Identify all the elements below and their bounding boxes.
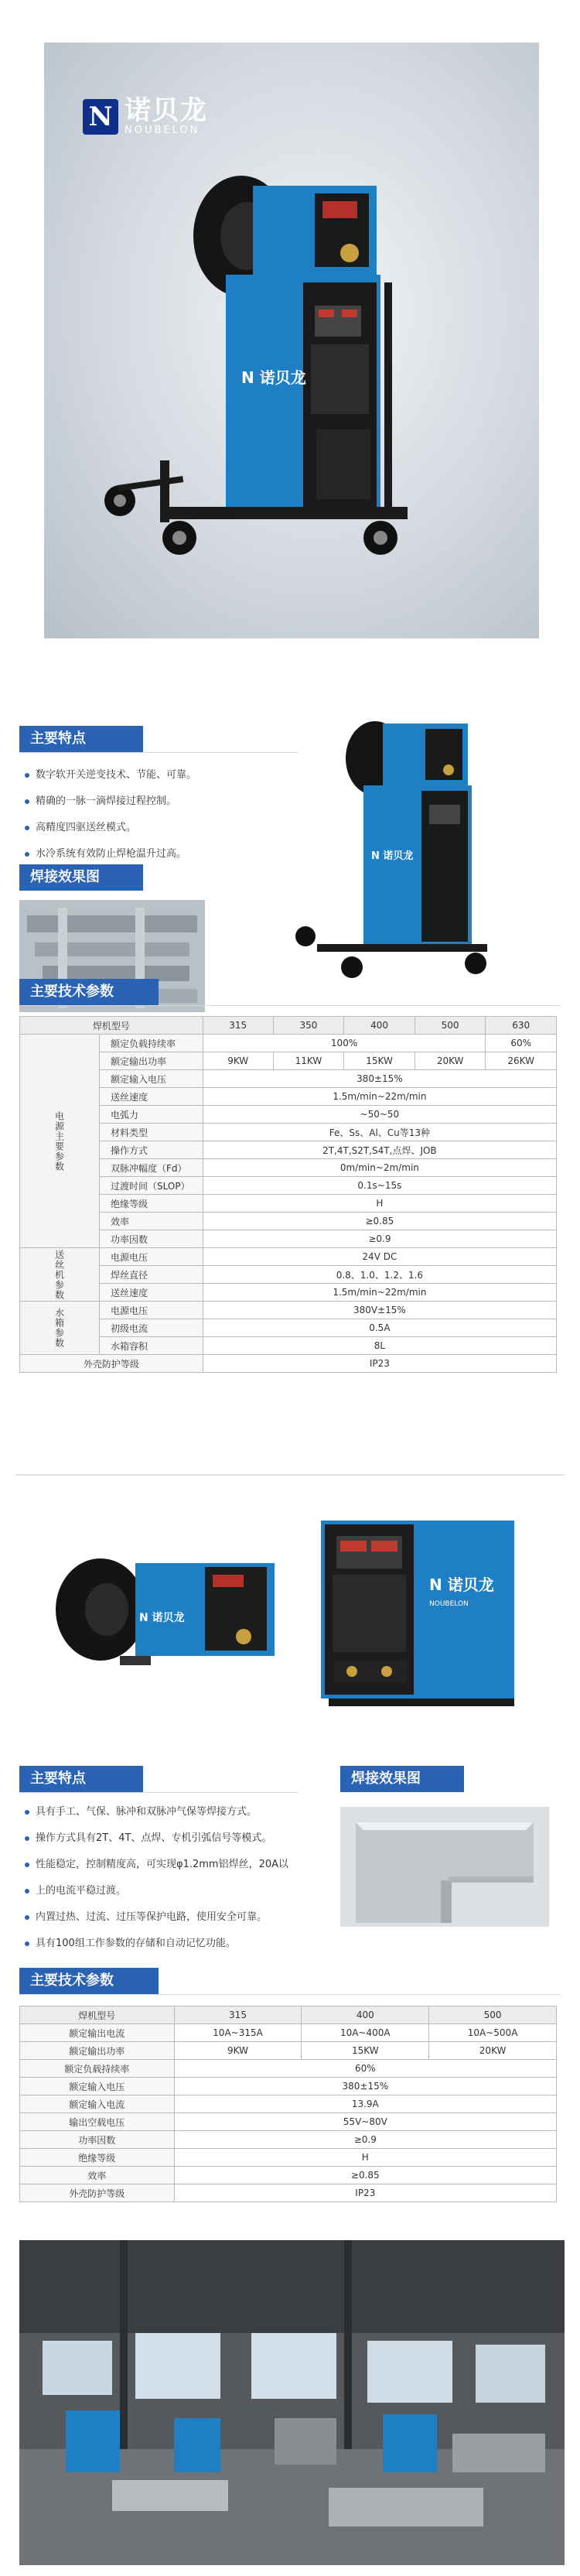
- spec-table-1: [19, 1016, 557, 1373]
- table-row: [20, 1159, 557, 1177]
- table-row: [20, 1035, 557, 1052]
- row-label: 额定输出功率: [20, 2042, 175, 2060]
- row-label: 电源电压: [100, 1302, 203, 1319]
- svg-text:N 诺贝龙: N 诺贝龙: [241, 368, 306, 387]
- feature-item: 内置过热、过流、过压等保护电路，使用安全可靠。: [25, 1904, 334, 1931]
- feature-item: 水冷系统有效防止焊枪温升过高。: [25, 841, 196, 867]
- section2-features-title: 主要特点: [19, 1766, 143, 1792]
- feature-item: 性能稳定，控制精度高，可实现φ1.2mm铝焊丝，20A以: [25, 1852, 334, 1878]
- table-cell: 380±15%: [174, 2078, 556, 2095]
- section2-divider: [19, 1792, 298, 1793]
- table-cell: 0.1s~15s: [203, 1177, 556, 1195]
- brand-name-en: NOUBELON: [125, 125, 200, 136]
- table-cell: 9KW: [174, 2042, 302, 2060]
- welder-machine-image: [44, 43, 539, 638]
- row-label: 额定输入电压: [100, 1070, 203, 1088]
- table-cell: IP23: [203, 1355, 556, 1373]
- row-label: 电弧力: [100, 1106, 203, 1124]
- welder-machine-pair-image: [46, 1490, 541, 1737]
- feature-item: 高精度四驱送丝模式。: [25, 815, 196, 841]
- table-cell: 1.5m/min~22m/min: [203, 1088, 556, 1106]
- section1-params-title: 主要技术参数: [19, 979, 159, 1005]
- model-header: 400: [302, 2006, 429, 2024]
- table-row: [20, 1266, 557, 1284]
- row-label: 绝缘等级: [100, 1195, 203, 1213]
- row-label: 效率: [100, 1213, 203, 1230]
- model-header: 500: [415, 1017, 486, 1035]
- row-label: 功率因数: [100, 1230, 203, 1248]
- table-cell: 1.5m/min~22m/min: [203, 1284, 556, 1302]
- table-header-row: [20, 1017, 557, 1035]
- table-cell: 0m/min~2m/min: [203, 1159, 556, 1177]
- svg-text:N 诺贝龙: N 诺贝龙: [429, 1575, 494, 1594]
- row-label: 额定输入电压: [20, 2078, 175, 2095]
- feature-item: 操作方式具有2T、4T、点焊、专机引弧信号等模式。: [25, 1825, 334, 1852]
- table-cell: 9KW: [203, 1052, 273, 1070]
- table-row: [20, 1088, 557, 1106]
- model-header: 315: [203, 1017, 273, 1035]
- model-header: 315: [174, 2006, 302, 2024]
- table-cell: 15KW: [344, 1052, 415, 1070]
- factory-photo: [19, 2240, 565, 2565]
- table-row: [20, 1230, 557, 1248]
- table-cell: 380V±15%: [203, 1302, 556, 1319]
- table-row: [20, 1213, 557, 1230]
- table-cell: 10A~315A: [174, 2024, 302, 2042]
- row-label: 电源电压: [100, 1248, 203, 1266]
- row-label: 额定输出电流: [20, 2024, 175, 2042]
- section1-effect-title: 焊接效果图: [19, 864, 143, 891]
- section1-features-title: 主要特点: [19, 726, 143, 752]
- row-label: 额定输入电流: [20, 2095, 175, 2113]
- group-label: 送丝机参数: [20, 1248, 100, 1302]
- row-label: 送丝速度: [100, 1284, 203, 1302]
- table-cell: ≥0.9: [203, 1230, 556, 1248]
- table-row: [20, 2167, 557, 2184]
- table-cell: Fe、Ss、Al、Cu等13种: [203, 1124, 556, 1141]
- model-header: 350: [273, 1017, 344, 1035]
- table-cell: ≥0.85: [174, 2167, 556, 2184]
- table-row: [20, 2184, 557, 2202]
- row-label: 焊丝直径: [100, 1266, 203, 1284]
- table-row: [20, 1302, 557, 1319]
- table-row: [20, 2078, 557, 2095]
- table-cell: ≥0.9: [174, 2131, 556, 2149]
- row-label: 双脉冲幅度（Fd）: [100, 1159, 203, 1177]
- table-cell: H: [174, 2149, 556, 2167]
- row-label: 功率因数: [20, 2131, 175, 2149]
- svg-text:N 诺贝龙: N 诺贝龙: [371, 850, 414, 862]
- table-cell: 10A~500A: [429, 2024, 557, 2042]
- row-label: 额定负载持续率: [20, 2060, 175, 2078]
- table-row: [20, 1248, 557, 1266]
- table-cell: 0.5A: [203, 1319, 556, 1337]
- table-cell: ~50~50: [203, 1106, 556, 1124]
- logo-mark-icon: N: [83, 99, 118, 135]
- brand-name-cn: 诺贝龙: [125, 95, 208, 126]
- model-header: 630: [486, 1017, 557, 1035]
- table-cell: IP23: [174, 2184, 556, 2202]
- feature-item: 具有100组工作参数的存储和自动记忆功能。: [25, 1931, 334, 1957]
- table-row: [20, 2042, 557, 2060]
- model-header: 400: [344, 1017, 415, 1035]
- svg-text:N 诺贝龙: N 诺贝龙: [139, 1612, 185, 1624]
- table-cell: 100%: [203, 1035, 486, 1052]
- table-row: [20, 1106, 557, 1124]
- table-row: [20, 1070, 557, 1088]
- welder-machine-small-image: [282, 704, 514, 983]
- section2-params-divider: [19, 1994, 561, 1995]
- row-label: 水箱容积: [100, 1337, 203, 1355]
- table-cell: 11KW: [273, 1052, 344, 1070]
- table-cell: 10A~400A: [302, 2024, 429, 2042]
- table-cell: 20KW: [429, 2042, 557, 2060]
- product-divider: [15, 1474, 565, 1476]
- table-row: [20, 1319, 557, 1337]
- section2-params-title: 主要技术参数: [19, 1968, 159, 1994]
- row-label: 额定负载持续率: [100, 1035, 203, 1052]
- row-label: 初级电流: [100, 1319, 203, 1337]
- table-cell: 2T,4T,S2T,S4T,点焊、JOB: [203, 1141, 556, 1159]
- table-row: [20, 2113, 557, 2131]
- table-cell: 13.9A: [174, 2095, 556, 2113]
- table-row: [20, 2024, 557, 2042]
- row-label: 送丝速度: [100, 1088, 203, 1106]
- section1-divider: [19, 752, 298, 753]
- table-row: [20, 1052, 557, 1070]
- table-row: [20, 1355, 557, 1373]
- table-cell: 8L: [203, 1337, 556, 1355]
- spec-table-2: [19, 2006, 557, 2202]
- table-row: [20, 2060, 557, 2078]
- row-label: 效率: [20, 2167, 175, 2184]
- row-label: 过渡时间（SLOP）: [100, 1177, 203, 1195]
- table-row: [20, 2095, 557, 2113]
- feature-item: 精确的一脉一滴焊接过程控制。: [25, 789, 196, 815]
- row-label: 额定输出功率: [100, 1052, 203, 1070]
- row-label: 材料类型: [100, 1124, 203, 1141]
- group-label: 水箱参数: [20, 1302, 100, 1355]
- svg-text:NOUBELON: NOUBELON: [429, 1600, 469, 1608]
- weld-effect-photo-2: [340, 1807, 549, 1927]
- table-cell: 26KW: [486, 1052, 557, 1070]
- table-cell: 15KW: [302, 2042, 429, 2060]
- row-label: 外壳防护等级: [20, 1355, 203, 1373]
- feature-item: 具有手工、气保、脉冲和双脉冲气保等焊接方式。: [25, 1799, 334, 1825]
- section1-feature-list: [25, 762, 196, 867]
- feature-item: 上的电流平稳过渡。: [25, 1878, 334, 1904]
- table-row: [20, 1337, 557, 1355]
- table-cell: 20KW: [415, 1052, 486, 1070]
- section2-feature-list: [25, 1799, 334, 1957]
- table-cell: ≥0.85: [203, 1213, 556, 1230]
- row-label: 外壳防护等级: [20, 2184, 175, 2202]
- table-row: [20, 1284, 557, 1302]
- hero-banner: [44, 43, 539, 638]
- section2-effect-title: 焊接效果图: [340, 1766, 464, 1792]
- row-label: 输出空载电压: [20, 2113, 175, 2131]
- model-header: 500: [429, 2006, 557, 2024]
- table-row: [20, 1195, 557, 1213]
- table-cell: 380±15%: [203, 1070, 556, 1088]
- table-cell: 55V~80V: [174, 2113, 556, 2131]
- table-row: [20, 1124, 557, 1141]
- header-label: 焊机型号: [20, 2006, 175, 2024]
- table-cell: 24V DC: [203, 1248, 556, 1266]
- table-cell: 0.8、1.0、1.2、1.6: [203, 1266, 556, 1284]
- row-label: 操作方式: [100, 1141, 203, 1159]
- header-label: 焊机型号: [20, 1017, 203, 1035]
- row-label: 绝缘等级: [20, 2149, 175, 2167]
- table-cell: 60%: [486, 1035, 557, 1052]
- table-row: [20, 2131, 557, 2149]
- table-cell: H: [203, 1195, 556, 1213]
- table-cell: 60%: [174, 2060, 556, 2078]
- group-label: 电源主要参数: [20, 1035, 100, 1248]
- table-header-row: [20, 2006, 557, 2024]
- table-row: [20, 2149, 557, 2167]
- feature-item: 数字软开关逆变技术、节能、可靠。: [25, 762, 196, 789]
- table-row: [20, 1177, 557, 1195]
- table-row: [20, 1141, 557, 1159]
- section1-params-divider: [19, 1005, 561, 1006]
